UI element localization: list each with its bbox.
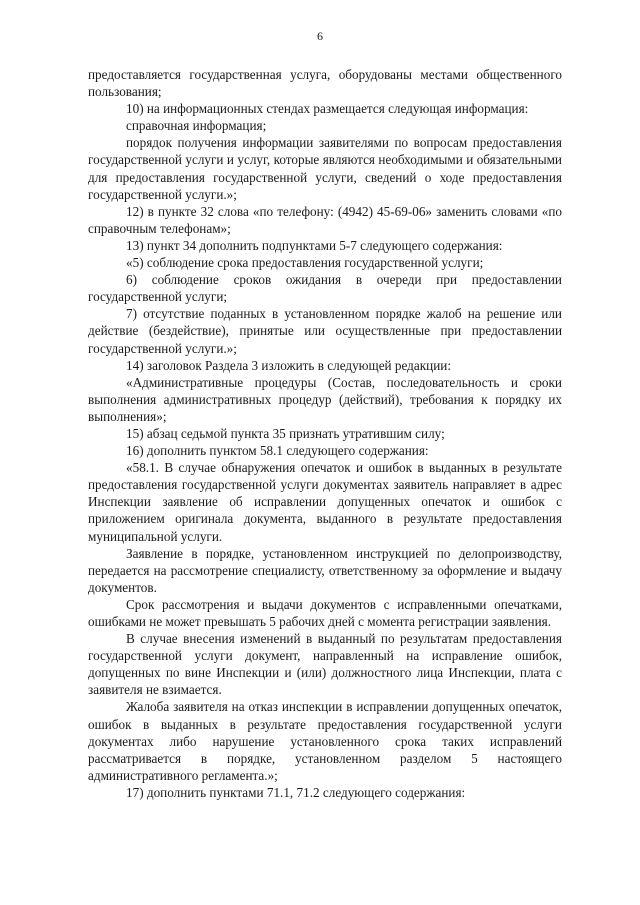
paragraph-14: «58.1. В случае обнаружения опечаток и ошибок в выданных в результате предоставления государственной услуги документах заявитель направляет в адрес Инспекции заявление об исправлении допущенных опечаток и ошибок с приложением оригинала документа, выданного в результате предоставления муниципальной услуги. — [88, 460, 562, 544]
paragraph-5: 12) в пункте 32 слова «по телефону: (4942) 45-69-06» заменить словами «по справочным телефонам»; — [88, 203, 562, 236]
paragraph-19: 17) дополнить пунктами 71.1, 71.2 следующего содержания: — [126, 784, 466, 800]
paragraph-15: Заявление в порядке, установленном инструкцией по делопроизводству, передается на рассмотрение специалисту, ответственному за оформление и выдачу документов. — [88, 545, 562, 595]
document-body — [88, 66, 562, 801]
paragraph-9: 7) отсутствие поданных в установленном порядке жалоб на решение или действие (бездействие), принятые или осуществленные при предоставлении государственной услуги.»; — [88, 306, 562, 356]
paragraph-4: порядок получения информации заявителями по вопросам предоставления государственной услуги и услуг, которые являются необходимыми и обязательными для предоставления государственной услуги, сведений о ходе предоставления государственной услуги.»; — [88, 135, 562, 202]
paragraph-18: Жалоба заявителя на отказ инспекции в исправлении допущенных опечаток, ошибок в выданных в результате предоставления государственной услуги документах либо нарушение установленного срока таких исправлений рассматривается в порядке, установленном разделом 5 настоящего административного регламента.»; — [88, 699, 562, 783]
paragraph-7: «5) соблюдение срока предоставления государственной услуги; — [126, 255, 484, 271]
paragraph-17: В случае внесения изменений в выданный по результатам предоставления государственной услуги документ, направленный на исправление ошибок, допущенных по вине Инспекции и (или) должностного лица Инспекции, плата с заявителя не взимается. — [88, 631, 562, 698]
paragraph-10: 14) заголовок Раздела 3 изложить в следующей редакции: — [126, 357, 451, 373]
paragraph-1: предоставляется государственная услуга, оборудованы местами общественного пользования; — [88, 67, 562, 100]
paragraph-2: 10) на информационных стендах размещается следующая информация: — [126, 101, 529, 117]
paragraph-13: 16) дополнить пунктом 58.1 следующего содержания: — [126, 443, 429, 459]
paragraph-16: Срок рассмотрения и выдачи документов с исправленными опечатками, ошибками не может превышать 5 рабочих дней с момента регистрации заявления. — [88, 596, 562, 629]
paragraph-8: 6) соблюдение сроков ожидания в очереди при предоставлении государственной услуги; — [88, 272, 562, 305]
page-number: 6 — [317, 29, 323, 43]
paragraph-12: 15) абзац седьмой пункта 35 признать утратившим силу; — [126, 425, 445, 441]
paragraph-11: «Административные процедуры (Состав, последовательность и сроки выполнения административных процедур (действий), требования к порядку их выполнения»; — [88, 374, 562, 424]
paragraph-6: 13) пункт 34 дополнить подпунктами 5-7 следующего содержания: — [126, 237, 503, 253]
paragraph-3: справочная информация; — [126, 118, 267, 134]
